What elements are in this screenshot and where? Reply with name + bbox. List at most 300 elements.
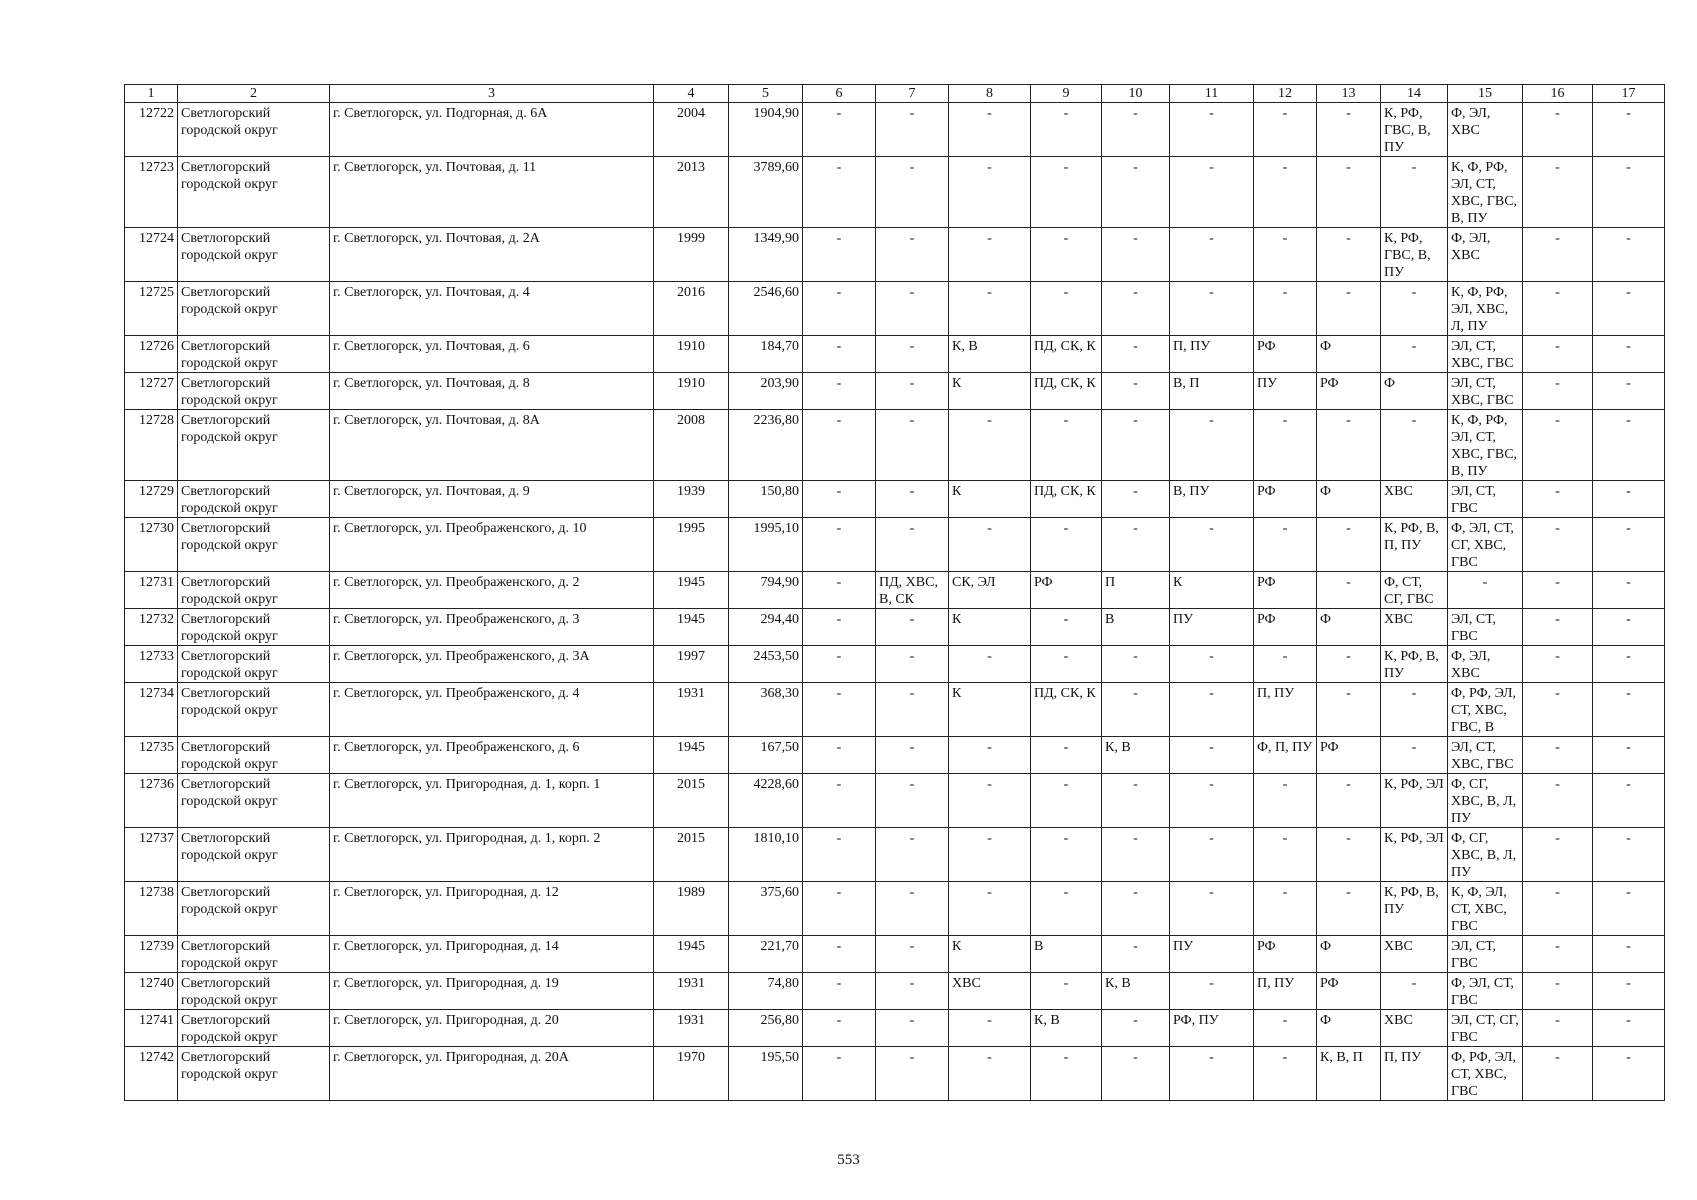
cell-col-10: - xyxy=(1102,882,1170,936)
cell-col-6: - xyxy=(803,103,876,157)
cell-col-5: 375,60 xyxy=(729,882,803,936)
table-row xyxy=(125,828,1665,882)
cell-col-4: 1931 xyxy=(654,1010,729,1047)
cell-col-3: г. Светлогорск, ул. Пригородная, д. 1, корп. 1 xyxy=(330,774,654,828)
cell-col-5: 150,80 xyxy=(729,481,803,518)
cell-col-13: Ф xyxy=(1317,609,1381,646)
cell-col-5: 4228,60 xyxy=(729,774,803,828)
cell-col-3: г. Светлогорск, ул. Почтовая, д. 8 xyxy=(330,373,654,410)
cell-col-4: 2015 xyxy=(654,774,729,828)
cell-col-8: - xyxy=(949,282,1031,336)
cell-col-13: - xyxy=(1317,572,1381,609)
cell-col-3: г. Светлогорск, ул. Почтовая, д. 8А xyxy=(330,410,654,481)
cell-col-4: 1945 xyxy=(654,572,729,609)
cell-col-13: - xyxy=(1317,828,1381,882)
cell-col-14: К, РФ, В, ПУ xyxy=(1381,882,1448,936)
cell-col-5: 221,70 xyxy=(729,936,803,973)
cell-col-15: Ф, ЭЛ, СТ, СГ, ХВС, ГВС xyxy=(1448,518,1523,572)
column-header-4: 4 xyxy=(654,85,729,103)
cell-col-6: - xyxy=(803,1047,876,1101)
cell-col-17: - xyxy=(1593,336,1665,373)
cell-col-14: ХВС xyxy=(1381,1010,1448,1047)
cell-col-13: Ф xyxy=(1317,936,1381,973)
cell-col-12: - xyxy=(1254,410,1317,481)
cell-col-3: г. Светлогорск, ул. Пригородная, д. 19 xyxy=(330,973,654,1010)
cell-col-10: - xyxy=(1102,410,1170,481)
cell-col-5: 1810,10 xyxy=(729,828,803,882)
cell-col-1: 12737 xyxy=(125,828,178,882)
cell-col-11: В, ПУ xyxy=(1170,481,1254,518)
cell-col-13: - xyxy=(1317,518,1381,572)
cell-col-15: К, Ф, ЭЛ, СТ, ХВС, ГВС xyxy=(1448,882,1523,936)
cell-col-5: 203,90 xyxy=(729,373,803,410)
cell-col-15: Ф, СГ, ХВС, В, Л, ПУ xyxy=(1448,828,1523,882)
cell-col-8: - xyxy=(949,882,1031,936)
column-header-12: 12 xyxy=(1254,85,1317,103)
cell-col-2: Светлогорский городской округ xyxy=(178,1047,330,1101)
cell-col-4: 1945 xyxy=(654,737,729,774)
cell-col-10: - xyxy=(1102,683,1170,737)
cell-col-6: - xyxy=(803,228,876,282)
cell-col-5: 195,50 xyxy=(729,1047,803,1101)
cell-col-7: - xyxy=(876,157,949,228)
cell-col-8: К xyxy=(949,373,1031,410)
cell-col-3: г. Светлогорск, ул. Почтовая, д. 6 xyxy=(330,336,654,373)
cell-col-12: РФ xyxy=(1254,481,1317,518)
table-row xyxy=(125,936,1665,973)
cell-col-14: ХВС xyxy=(1381,481,1448,518)
cell-col-4: 1945 xyxy=(654,609,729,646)
cell-col-3: г. Светлогорск, ул. Преображенского, д. 3 xyxy=(330,609,654,646)
cell-col-3: г. Светлогорск, ул. Почтовая, д. 2А xyxy=(330,228,654,282)
column-header-14: 14 xyxy=(1381,85,1448,103)
cell-col-12: - xyxy=(1254,282,1317,336)
cell-col-16: - xyxy=(1523,936,1593,973)
cell-col-5: 167,50 xyxy=(729,737,803,774)
cell-col-1: 12725 xyxy=(125,282,178,336)
cell-col-15: Ф, РФ, ЭЛ, СТ, ХВС, ГВС, В xyxy=(1448,683,1523,737)
cell-col-8: - xyxy=(949,828,1031,882)
cell-col-10: К, В xyxy=(1102,737,1170,774)
column-header-3: 3 xyxy=(330,85,654,103)
table-row xyxy=(125,410,1665,481)
cell-col-12: - xyxy=(1254,1010,1317,1047)
cell-col-2: Светлогорский городской округ xyxy=(178,572,330,609)
cell-col-16: - xyxy=(1523,882,1593,936)
cell-col-17: - xyxy=(1593,282,1665,336)
cell-col-1: 12736 xyxy=(125,774,178,828)
cell-col-16: - xyxy=(1523,646,1593,683)
cell-col-2: Светлогорский городской округ xyxy=(178,282,330,336)
cell-col-14: Ф, СТ, СГ, ГВС xyxy=(1381,572,1448,609)
cell-col-17: - xyxy=(1593,157,1665,228)
cell-col-1: 12728 xyxy=(125,410,178,481)
table-row xyxy=(125,609,1665,646)
cell-col-4: 1995 xyxy=(654,518,729,572)
cell-col-9: ПД, СК, К xyxy=(1031,373,1102,410)
column-number-header xyxy=(125,85,1665,103)
cell-col-17: - xyxy=(1593,373,1665,410)
cell-col-10: - xyxy=(1102,936,1170,973)
cell-col-4: 1939 xyxy=(654,481,729,518)
cell-col-10: - xyxy=(1102,228,1170,282)
cell-col-11: - xyxy=(1170,410,1254,481)
cell-col-16: - xyxy=(1523,518,1593,572)
cell-col-13: - xyxy=(1317,228,1381,282)
cell-col-15: Ф, РФ, ЭЛ, СТ, ХВС, ГВС xyxy=(1448,1047,1523,1101)
cell-col-10: К, В xyxy=(1102,973,1170,1010)
cell-col-7: - xyxy=(876,973,949,1010)
cell-col-1: 12723 xyxy=(125,157,178,228)
cell-col-1: 12729 xyxy=(125,481,178,518)
cell-col-4: 2008 xyxy=(654,410,729,481)
cell-col-6: - xyxy=(803,572,876,609)
cell-col-15: ЭЛ, СТ, СГ, ГВС xyxy=(1448,1010,1523,1047)
cell-col-14: - xyxy=(1381,282,1448,336)
cell-col-13: РФ xyxy=(1317,973,1381,1010)
cell-col-14: К, РФ, В, ПУ xyxy=(1381,646,1448,683)
table-row xyxy=(125,1047,1665,1101)
cell-col-10: - xyxy=(1102,336,1170,373)
cell-col-4: 2015 xyxy=(654,828,729,882)
column-header-8: 8 xyxy=(949,85,1031,103)
cell-col-12: - xyxy=(1254,103,1317,157)
table-row xyxy=(125,373,1665,410)
cell-col-2: Светлогорский городской округ xyxy=(178,228,330,282)
cell-col-13: - xyxy=(1317,103,1381,157)
cell-col-1: 12724 xyxy=(125,228,178,282)
cell-col-16: - xyxy=(1523,572,1593,609)
cell-col-2: Светлогорский городской округ xyxy=(178,481,330,518)
cell-col-7: - xyxy=(876,228,949,282)
cell-col-2: Светлогорский городской округ xyxy=(178,336,330,373)
cell-col-17: - xyxy=(1593,828,1665,882)
cell-col-1: 12738 xyxy=(125,882,178,936)
cell-col-12: - xyxy=(1254,1047,1317,1101)
cell-col-9: - xyxy=(1031,609,1102,646)
cell-col-10: П xyxy=(1102,572,1170,609)
cell-col-14: К, РФ, ЭЛ xyxy=(1381,774,1448,828)
cell-col-1: 12726 xyxy=(125,336,178,373)
cell-col-11: - xyxy=(1170,683,1254,737)
cell-col-4: 1999 xyxy=(654,228,729,282)
cell-col-17: - xyxy=(1593,410,1665,481)
cell-col-13: К, В, П xyxy=(1317,1047,1381,1101)
cell-col-14: - xyxy=(1381,336,1448,373)
cell-col-3: г. Светлогорск, ул. Преображенского, д. 10 xyxy=(330,518,654,572)
cell-col-10: В xyxy=(1102,609,1170,646)
cell-col-12: РФ xyxy=(1254,609,1317,646)
cell-col-9: - xyxy=(1031,410,1102,481)
cell-col-17: - xyxy=(1593,103,1665,157)
cell-col-3: г. Светлогорск, ул. Преображенского, д. 3А xyxy=(330,646,654,683)
cell-col-12: П, ПУ xyxy=(1254,973,1317,1010)
cell-col-7: - xyxy=(876,1047,949,1101)
cell-col-9: - xyxy=(1031,518,1102,572)
cell-col-5: 794,90 xyxy=(729,572,803,609)
cell-col-12: - xyxy=(1254,228,1317,282)
cell-col-17: - xyxy=(1593,518,1665,572)
cell-col-6: - xyxy=(803,373,876,410)
cell-col-16: - xyxy=(1523,774,1593,828)
cell-col-15: К, Ф, РФ, ЭЛ, ХВС, Л, ПУ xyxy=(1448,282,1523,336)
cell-col-17: - xyxy=(1593,1047,1665,1101)
cell-col-11: - xyxy=(1170,737,1254,774)
column-header-9: 9 xyxy=(1031,85,1102,103)
cell-col-11: К xyxy=(1170,572,1254,609)
cell-col-8: - xyxy=(949,157,1031,228)
cell-col-6: - xyxy=(803,157,876,228)
cell-col-9: - xyxy=(1031,774,1102,828)
cell-col-14: К, РФ, В, П, ПУ xyxy=(1381,518,1448,572)
column-header-15: 15 xyxy=(1448,85,1523,103)
cell-col-5: 1995,10 xyxy=(729,518,803,572)
cell-col-16: - xyxy=(1523,103,1593,157)
cell-col-17: - xyxy=(1593,683,1665,737)
cell-col-2: Светлогорский городской округ xyxy=(178,157,330,228)
cell-col-13: - xyxy=(1317,646,1381,683)
cell-col-6: - xyxy=(803,481,876,518)
cell-col-9: - xyxy=(1031,157,1102,228)
table-row xyxy=(125,572,1665,609)
cell-col-8: - xyxy=(949,646,1031,683)
cell-col-15: ЭЛ, СТ, ХВС, ГВС xyxy=(1448,373,1523,410)
register-table xyxy=(124,84,1665,1101)
table-row xyxy=(125,103,1665,157)
cell-col-6: - xyxy=(803,410,876,481)
cell-col-12: Ф, П, ПУ xyxy=(1254,737,1317,774)
column-header-7: 7 xyxy=(876,85,949,103)
cell-col-16: - xyxy=(1523,282,1593,336)
cell-col-17: - xyxy=(1593,774,1665,828)
cell-col-9: К, В xyxy=(1031,1010,1102,1047)
cell-col-12: РФ xyxy=(1254,936,1317,973)
cell-col-4: 2004 xyxy=(654,103,729,157)
cell-col-3: г. Светлогорск, ул. Преображенского, д. 2 xyxy=(330,572,654,609)
cell-col-9: ПД, СК, К xyxy=(1031,683,1102,737)
cell-col-1: 12722 xyxy=(125,103,178,157)
cell-col-13: РФ xyxy=(1317,373,1381,410)
cell-col-7: - xyxy=(876,646,949,683)
cell-col-3: г. Светлогорск, ул. Преображенского, д. 6 xyxy=(330,737,654,774)
cell-col-8: К xyxy=(949,481,1031,518)
cell-col-16: - xyxy=(1523,1047,1593,1101)
cell-col-16: - xyxy=(1523,609,1593,646)
page-number: 553 xyxy=(837,1152,860,1168)
cell-col-3: г. Светлогорск, ул. Подгорная, д. 6А xyxy=(330,103,654,157)
table-row xyxy=(125,336,1665,373)
cell-col-7: - xyxy=(876,828,949,882)
cell-col-15: ЭЛ, СТ, ХВС, ГВС xyxy=(1448,737,1523,774)
cell-col-16: - xyxy=(1523,828,1593,882)
cell-col-10: - xyxy=(1102,103,1170,157)
cell-col-14: Ф xyxy=(1381,373,1448,410)
cell-col-15: Ф, СГ, ХВС, В, Л, ПУ xyxy=(1448,774,1523,828)
cell-col-15: Ф, ЭЛ, СТ, ГВС xyxy=(1448,973,1523,1010)
cell-col-8: К, В xyxy=(949,336,1031,373)
cell-col-2: Светлогорский городской округ xyxy=(178,774,330,828)
cell-col-12: П, ПУ xyxy=(1254,683,1317,737)
table-row xyxy=(125,228,1665,282)
cell-col-17: - xyxy=(1593,609,1665,646)
cell-col-8: К xyxy=(949,683,1031,737)
cell-col-11: - xyxy=(1170,828,1254,882)
cell-col-10: - xyxy=(1102,646,1170,683)
cell-col-16: - xyxy=(1523,1010,1593,1047)
cell-col-15: ЭЛ, СТ, ГВС xyxy=(1448,936,1523,973)
cell-col-17: - xyxy=(1593,646,1665,683)
cell-col-4: 1910 xyxy=(654,336,729,373)
cell-col-8: - xyxy=(949,1010,1031,1047)
cell-col-6: - xyxy=(803,1010,876,1047)
cell-col-7: - xyxy=(876,737,949,774)
cell-col-13: - xyxy=(1317,410,1381,481)
cell-col-15: К, Ф, РФ, ЭЛ, СТ, ХВС, ГВС, В, ПУ xyxy=(1448,410,1523,481)
cell-col-11: - xyxy=(1170,774,1254,828)
cell-col-7: - xyxy=(876,1010,949,1047)
cell-col-15: Ф, ЭЛ, ХВС xyxy=(1448,103,1523,157)
cell-col-11: - xyxy=(1170,973,1254,1010)
table-row xyxy=(125,646,1665,683)
table-row xyxy=(125,157,1665,228)
column-header-10: 10 xyxy=(1102,85,1170,103)
cell-col-8: СК, ЭЛ xyxy=(949,572,1031,609)
cell-col-7: - xyxy=(876,373,949,410)
cell-col-8: - xyxy=(949,103,1031,157)
cell-col-11: П, ПУ xyxy=(1170,336,1254,373)
cell-col-7: - xyxy=(876,481,949,518)
cell-col-17: - xyxy=(1593,737,1665,774)
cell-col-4: 1997 xyxy=(654,646,729,683)
cell-col-15: ЭЛ, СТ, ХВС, ГВС xyxy=(1448,336,1523,373)
cell-col-13: - xyxy=(1317,157,1381,228)
cell-col-3: г. Светлогорск, ул. Преображенского, д. 4 xyxy=(330,683,654,737)
table-row xyxy=(125,774,1665,828)
cell-col-13: РФ xyxy=(1317,737,1381,774)
cell-col-6: - xyxy=(803,774,876,828)
cell-col-8: - xyxy=(949,518,1031,572)
cell-col-10: - xyxy=(1102,828,1170,882)
cell-col-16: - xyxy=(1523,157,1593,228)
cell-col-17: - xyxy=(1593,1010,1665,1047)
cell-col-4: 2016 xyxy=(654,282,729,336)
cell-col-10: - xyxy=(1102,481,1170,518)
cell-col-15: Ф, ЭЛ, ХВС xyxy=(1448,646,1523,683)
cell-col-5: 1349,90 xyxy=(729,228,803,282)
cell-col-17: - xyxy=(1593,936,1665,973)
cell-col-3: г. Светлогорск, ул. Пригородная, д. 20А xyxy=(330,1047,654,1101)
cell-col-9: В xyxy=(1031,936,1102,973)
column-header-6: 6 xyxy=(803,85,876,103)
cell-col-11: РФ, ПУ xyxy=(1170,1010,1254,1047)
column-header-17: 17 xyxy=(1593,85,1665,103)
cell-col-5: 294,40 xyxy=(729,609,803,646)
table-row xyxy=(125,518,1665,572)
cell-col-5: 2546,60 xyxy=(729,282,803,336)
cell-col-14: - xyxy=(1381,973,1448,1010)
cell-col-6: - xyxy=(803,973,876,1010)
cell-col-17: - xyxy=(1593,481,1665,518)
cell-col-11: В, П xyxy=(1170,373,1254,410)
cell-col-4: 1970 xyxy=(654,1047,729,1101)
cell-col-2: Светлогорский городской округ xyxy=(178,973,330,1010)
cell-col-7: - xyxy=(876,683,949,737)
cell-col-11: - xyxy=(1170,103,1254,157)
cell-col-14: К, РФ, ЭЛ xyxy=(1381,828,1448,882)
cell-col-6: - xyxy=(803,882,876,936)
cell-col-7: - xyxy=(876,609,949,646)
cell-col-10: - xyxy=(1102,774,1170,828)
cell-col-17: - xyxy=(1593,228,1665,282)
cell-col-6: - xyxy=(803,518,876,572)
cell-col-11: - xyxy=(1170,282,1254,336)
cell-col-1: 12730 xyxy=(125,518,178,572)
cell-col-16: - xyxy=(1523,973,1593,1010)
cell-col-9: - xyxy=(1031,646,1102,683)
column-header-2: 2 xyxy=(178,85,330,103)
table-row xyxy=(125,973,1665,1010)
table-row xyxy=(125,683,1665,737)
cell-col-9: - xyxy=(1031,228,1102,282)
cell-col-1: 12742 xyxy=(125,1047,178,1101)
column-header-11: 11 xyxy=(1170,85,1254,103)
cell-col-1: 12734 xyxy=(125,683,178,737)
cell-col-8: - xyxy=(949,228,1031,282)
cell-col-9: РФ xyxy=(1031,572,1102,609)
cell-col-17: - xyxy=(1593,572,1665,609)
cell-col-11: - xyxy=(1170,646,1254,683)
cell-col-5: 368,30 xyxy=(729,683,803,737)
cell-col-1: 12733 xyxy=(125,646,178,683)
cell-col-6: - xyxy=(803,737,876,774)
column-header-1: 1 xyxy=(125,85,178,103)
cell-col-3: г. Светлогорск, ул. Почтовая, д. 9 xyxy=(330,481,654,518)
cell-col-13: - xyxy=(1317,282,1381,336)
cell-col-8: - xyxy=(949,410,1031,481)
cell-col-7: - xyxy=(876,282,949,336)
cell-col-13: - xyxy=(1317,683,1381,737)
cell-col-9: - xyxy=(1031,282,1102,336)
cell-col-11: - xyxy=(1170,228,1254,282)
cell-col-12: - xyxy=(1254,646,1317,683)
column-header-13: 13 xyxy=(1317,85,1381,103)
cell-col-14: - xyxy=(1381,410,1448,481)
table-row xyxy=(125,737,1665,774)
cell-col-9: ПД, СК, К xyxy=(1031,481,1102,518)
cell-col-15: ЭЛ, СТ, ГВС xyxy=(1448,609,1523,646)
cell-col-1: 12740 xyxy=(125,973,178,1010)
cell-col-15: ЭЛ, СТ, ГВС xyxy=(1448,481,1523,518)
cell-col-16: - xyxy=(1523,228,1593,282)
cell-col-12: РФ xyxy=(1254,572,1317,609)
cell-col-7: - xyxy=(876,103,949,157)
cell-col-16: - xyxy=(1523,737,1593,774)
cell-col-9: - xyxy=(1031,1047,1102,1101)
cell-col-10: - xyxy=(1102,518,1170,572)
cell-col-7: - xyxy=(876,410,949,481)
cell-col-4: 2013 xyxy=(654,157,729,228)
cell-col-9: - xyxy=(1031,103,1102,157)
cell-col-4: 1910 xyxy=(654,373,729,410)
cell-col-1: 12731 xyxy=(125,572,178,609)
cell-col-10: - xyxy=(1102,1047,1170,1101)
cell-col-7: - xyxy=(876,336,949,373)
cell-col-2: Светлогорский городской округ xyxy=(178,737,330,774)
cell-col-4: 1931 xyxy=(654,973,729,1010)
cell-col-3: г. Светлогорск, ул. Пригородная, д. 12 xyxy=(330,882,654,936)
cell-col-6: - xyxy=(803,646,876,683)
cell-col-7: ПД, ХВС, В, СК xyxy=(876,572,949,609)
